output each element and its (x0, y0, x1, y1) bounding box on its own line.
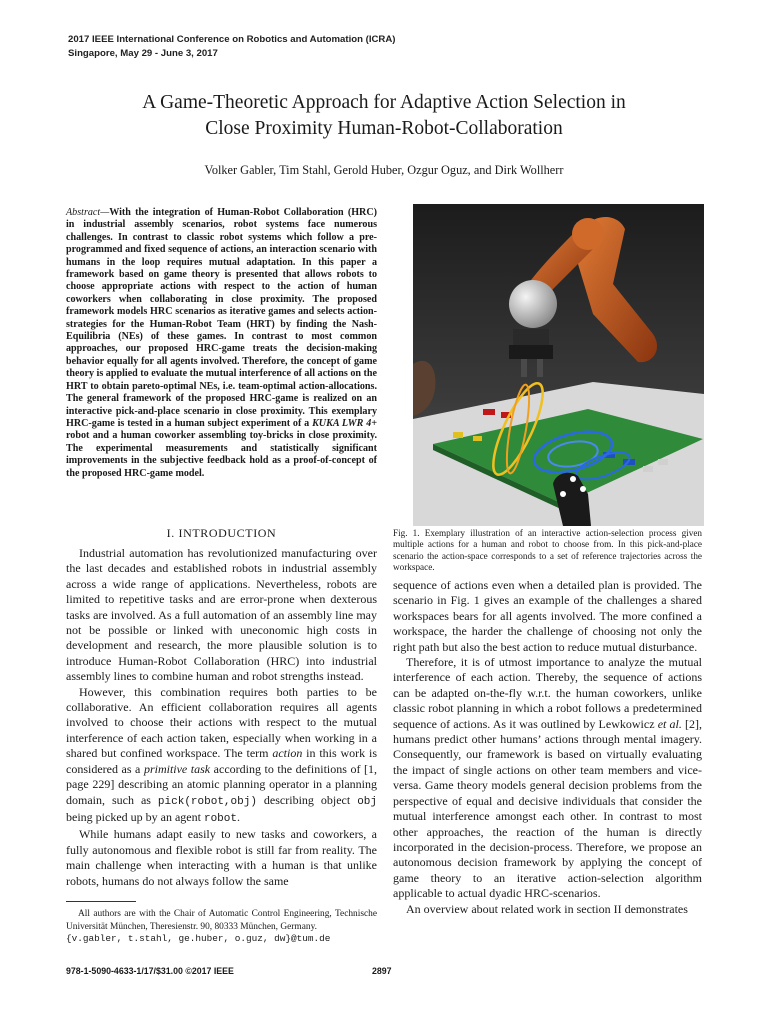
abstract-text-end: robot and a human coworker assembling toy-bricks in close proximity. The experimental measurements and statistically significant improvements in the subjective feedback hold as a proof-of-concept of the proposed HRC-game model. (66, 430, 377, 479)
conference-header (68, 33, 395, 60)
isbn-footer: 978-1-5090-4633-1/17/$31.00 ©2017 IEEE (66, 966, 234, 976)
intro-p2-text-c: according to the definitions of [1, page 229] describing an atomic planning operator in a planning domain, such as (66, 761, 378, 807)
footnote-affiliation: All authors are with the Chair of Automatic Control Engineering, Technische Universität München, Theresienstr. 90, 80333 München, Germany. (66, 909, 377, 932)
gripper-finger (537, 359, 543, 377)
intro-p2-text-b: in this work is considered as a (66, 746, 377, 776)
intro-p2-primitive-term: primitive task (143, 761, 211, 776)
gripper-finger (521, 359, 527, 377)
right-p2-text-a: Therefore, it is of utmost importance to analyze the mutual interference of each action. Thereby, the sequence of actions can be adapted on-the-fly w.r.t. the human coworkers, unlike classic robot planning in which a robot follows a predetermined sequence of actions. As it was outlined by Lewkowicz (393, 655, 702, 731)
abstract-text: With the integration of Human-Robot Collaboration (HRC) in industrial assembly scenarios, robot systems face numerous challenges. In contrast to classic robot systems which follow a pre-programmed and fixed sequence of actions, an interaction scenario with humans in the loop requires mutual adaptation. In this paper a framework based on game theory is presented that allows robots to choose appropriate actions with respect to the action of human coworkers when collaborating in close proximity. The proposed framework models HRC scenarios as iterative games and selects action-strategies for the Human-Robot Team (HRT) by finding the Nash-Equilibria (NEs) of these games. In contrast to most common approaches, our proposed HRC-game treats the decision-making behavior equally for all agents involved. Therefore, the concept of game theory is applied to evaluate the mutual interference of all actions on the HRT to obtain pareto-optimal NEs, i.e. team-optimal action-allocations. The general framework of the proposed HRC-game is realized on an interactive pick-and-place scenario in close proximity. This exemplary HRC-game is tested in a human subject experiment of a (66, 207, 378, 429)
robot-gripper (513, 329, 549, 345)
abstract-lead: Abstract— (66, 207, 110, 218)
section-heading-introduction: I. INTRODUCTION (166, 526, 277, 540)
intro-left-column (66, 546, 377, 889)
tracking-marker (580, 486, 586, 492)
abstract-robot-name: KUKA LWR 4+ (312, 417, 377, 429)
right-p2-etal: et al. (657, 716, 682, 731)
robot-wrist-joint (509, 280, 557, 328)
yellow-brick (453, 432, 463, 438)
page-number: 2897 (372, 966, 392, 976)
tracking-marker (570, 476, 576, 482)
footnote-emails: {v.gabler, t.stahl, ge.huber, o.guz, dw}@tum.de (66, 933, 331, 944)
author-footnote (66, 908, 377, 946)
intro-paragraph-3: While humans adapt easily to new tasks and coworkers, a fully autonomous and flexible robot is still far from reality. The main challenge when interacting with a human is that unlike robots, humans do not always follow the same (66, 827, 377, 888)
intro-p2-action-term: action (272, 746, 303, 761)
right-paragraph-1: sequence of actions even when a detailed plan is provided. The scenario in Fig. 1 gives an example of the challenges a shared workspaces bears for all agents involved. The more confined a workspace, the harder the challenge of choosing not only the right path but also the best action to reduce mutual disturbance. (393, 578, 702, 654)
white-brick (643, 466, 653, 472)
title-line-1: A Game-Theoretic Approach for Adaptive Action Selection in (142, 92, 626, 113)
right-paragraph-2 (393, 655, 702, 902)
figure-1-image (413, 204, 704, 526)
intro-p2-code-robot: robot (203, 812, 237, 825)
author-list: Volker Gabler, Tim Stahl, Gerold Huber, Ozgur Oguz, and Dirk Wollherr (204, 163, 564, 177)
intro-p2-text-e: being picked up by an agent (66, 809, 204, 824)
tracking-marker (560, 491, 566, 497)
footnote-rule (66, 901, 136, 902)
conference-location: Singapore, May 29 - June 3, 2017 (68, 47, 218, 59)
robot-joint (572, 218, 604, 250)
intro-p2-code-pick: pick(robot,obj) (157, 795, 257, 808)
intro-right-column (393, 578, 702, 917)
figure-1-caption: Fig. 1. Exemplary illustration of an interactive action-selection process given multiple actions for a human and robot to choose from. In this pick-and-place scenario the action-space corresponds to a set of reference trajectories across the workspace. (393, 528, 702, 572)
intro-paragraph-1: Industrial automation has revolutionized manufacturing over the last decades and established robots in industrial assembly across a wide range of applications. Nevertheless, robots are limited to repetitive tasks and are error-prone when dexterous tasks are involved. As a full automation of an assembly line may not be possible or linked with uneconomic high costs in development and research, the more plausible solution is to introduce Human-Robot Collaboration (HRC) into industrial assembly lines to combine human and robot strengths instead. (66, 546, 377, 684)
white-brick (658, 459, 668, 465)
abstract (66, 207, 377, 480)
yellow-brick (473, 436, 482, 441)
intro-paragraph-2 (66, 685, 377, 828)
intro-p2-text-d: describing object (256, 792, 358, 807)
intro-p2-text-a: However, this combination requires both parties to be collaborative. An efficient collaboration requires all agents involved to choose their actions with respect to the mutual interference of each action taken, especially when working in a shared but confined workspace. The term (66, 684, 377, 761)
intro-p2-text-f: . (236, 809, 240, 824)
intro-p2-code-obj: obj (357, 795, 377, 808)
title-line-2: Close Proximity Human-Robot-Collaboration (205, 118, 563, 139)
right-p2-text-b: [2], humans predict other humans’ actions through mental imagery. Consequently, our framework is based on virtually evaluating the impact of single actions on other team members and vice-versa. Game theory models general decision problems from the perspective of equal and decisive individuals that consider the mutual interference amongst each other. In contrast to most other approaches, the reaction of the human is directly incorporated in the decision-process. Therefore, we propose an autonomous decision framework by applying the concept of game theory to an iterative action-selection algorithm applicable to actual dyadic HRC-scenarios. (393, 716, 702, 901)
right-paragraph-3: An overview about related work in section II demonstrates (406, 901, 688, 916)
paper-title (40, 90, 728, 142)
hrc-scene-illustration (413, 204, 704, 526)
conference-name: 2017 IEEE International Conference on Robotics and Automation (ICRA) (68, 34, 396, 45)
robot-gripper-base (509, 345, 553, 359)
red-brick (483, 409, 495, 415)
